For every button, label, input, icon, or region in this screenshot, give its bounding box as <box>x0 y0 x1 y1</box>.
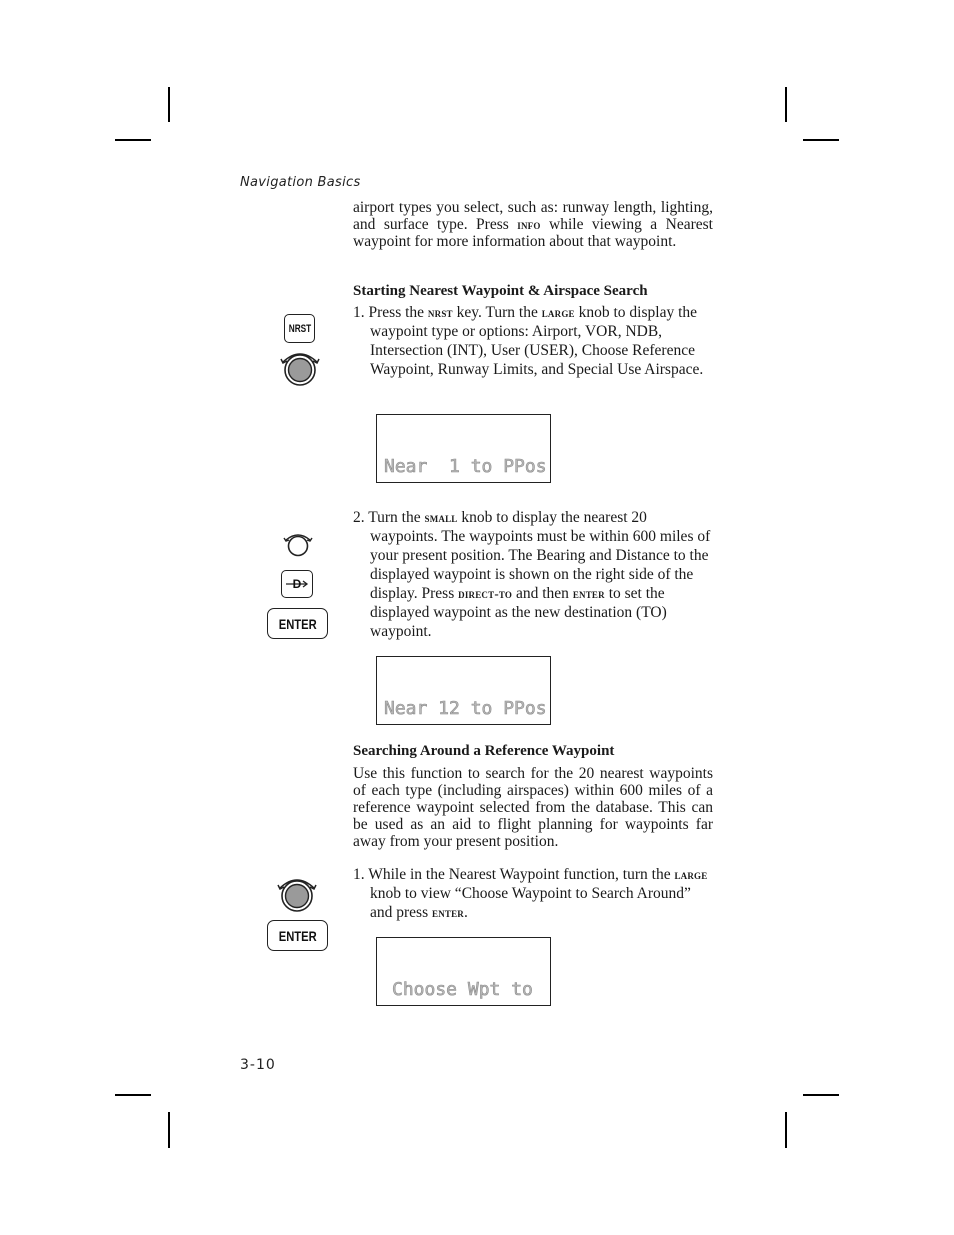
info-key-text: info <box>517 217 541 232</box>
step-1-text <box>353 303 713 379</box>
crop-mark <box>785 87 787 122</box>
crop-mark <box>168 87 170 122</box>
crop-mark <box>115 1094 151 1096</box>
large-knob-icon <box>275 874 319 914</box>
lcd-line: Near 1 to PPos <box>384 456 547 477</box>
step-text: knob to display the waypoint type or options: Airport, VOR, NDB, Intersection (INT), User (USER), Choose Reference Waypoint, Runway Limits, and Special Use Airspace. <box>370 304 704 378</box>
step-2-text <box>353 508 713 641</box>
enter-key-text: enter <box>572 586 605 601</box>
lcd-display-choose-waypoint <box>376 937 551 1006</box>
step-text: 1. While in the Nearest Waypoint function, turn the <box>353 866 675 883</box>
direct-to-key-text: direct-to <box>458 586 513 601</box>
nrst-key-text: nrst <box>427 305 453 320</box>
section-heading: Starting Nearest Waypoint & Airspace Search <box>353 283 648 299</box>
enter-key-icon <box>267 608 328 639</box>
step-text: and then <box>512 585 573 602</box>
small-knob-icon <box>280 530 316 560</box>
lcd-line: Near 12 to PPos <box>384 698 547 719</box>
crop-mark <box>168 1112 170 1148</box>
intro-text: airport types you select, such as: runway length, lighting, and surface type. Press <box>353 199 713 233</box>
small-knob-text: small <box>424 510 458 525</box>
step-text: 2. Turn the <box>353 509 425 526</box>
enter-key-text: enter <box>432 905 465 920</box>
nrst-key-icon <box>284 314 315 343</box>
intro-text: while viewing a Nearest waypoint for more information about that waypoint. <box>353 216 713 250</box>
large-knob-icon <box>278 348 322 388</box>
step-text: key. Turn the <box>452 304 542 321</box>
step-text: knob to view “Choose Waypoint to Search Around” and press <box>370 885 691 921</box>
step-text: 1. Press the <box>353 304 428 321</box>
enter-key-label: ENTER <box>278 615 317 632</box>
step-1-text <box>353 865 713 922</box>
page-number: 3-10 <box>240 1057 276 1073</box>
large-knob-text: large <box>541 305 575 320</box>
enter-key-label: ENTER <box>278 927 317 944</box>
nrst-key-label: NRST <box>288 322 311 335</box>
step-text: . <box>464 904 468 921</box>
step-text: to set the displayed waypoint as the new destination (TO) waypoint. <box>370 585 667 640</box>
step-text: knob to display the nearest 20 waypoints. The waypoints must be within 600 miles of your present position. The Bearing and Distance to the displayed waypoint is shown on the right side of the display. Press <box>370 509 711 602</box>
lcd-display-nearest-1 <box>376 414 551 483</box>
section-heading: Searching Around a Reference Waypoint <box>353 743 615 759</box>
crop-mark <box>115 139 151 141</box>
enter-key-icon <box>267 920 328 951</box>
direct-to-key-label: D <box>292 577 302 591</box>
intro-paragraph <box>353 199 713 250</box>
section-body: Use this function to search for the 20 nearest waypoints of each type (including airspaces) within 600 miles of a reference waypoint selected from the database. This can be used as an aid to flight planning for waypoints far away from your present position. <box>353 765 713 850</box>
lcd-display-nearest-12 <box>376 656 551 725</box>
crop-mark <box>803 139 839 141</box>
direct-to-key-icon <box>281 570 313 598</box>
crop-mark <box>785 1112 787 1148</box>
running-head: Navigation Basics <box>240 175 361 190</box>
large-knob-text: large <box>674 867 708 882</box>
crop-mark <box>803 1094 839 1096</box>
lcd-line: Choose Wpt to <box>392 979 533 1000</box>
